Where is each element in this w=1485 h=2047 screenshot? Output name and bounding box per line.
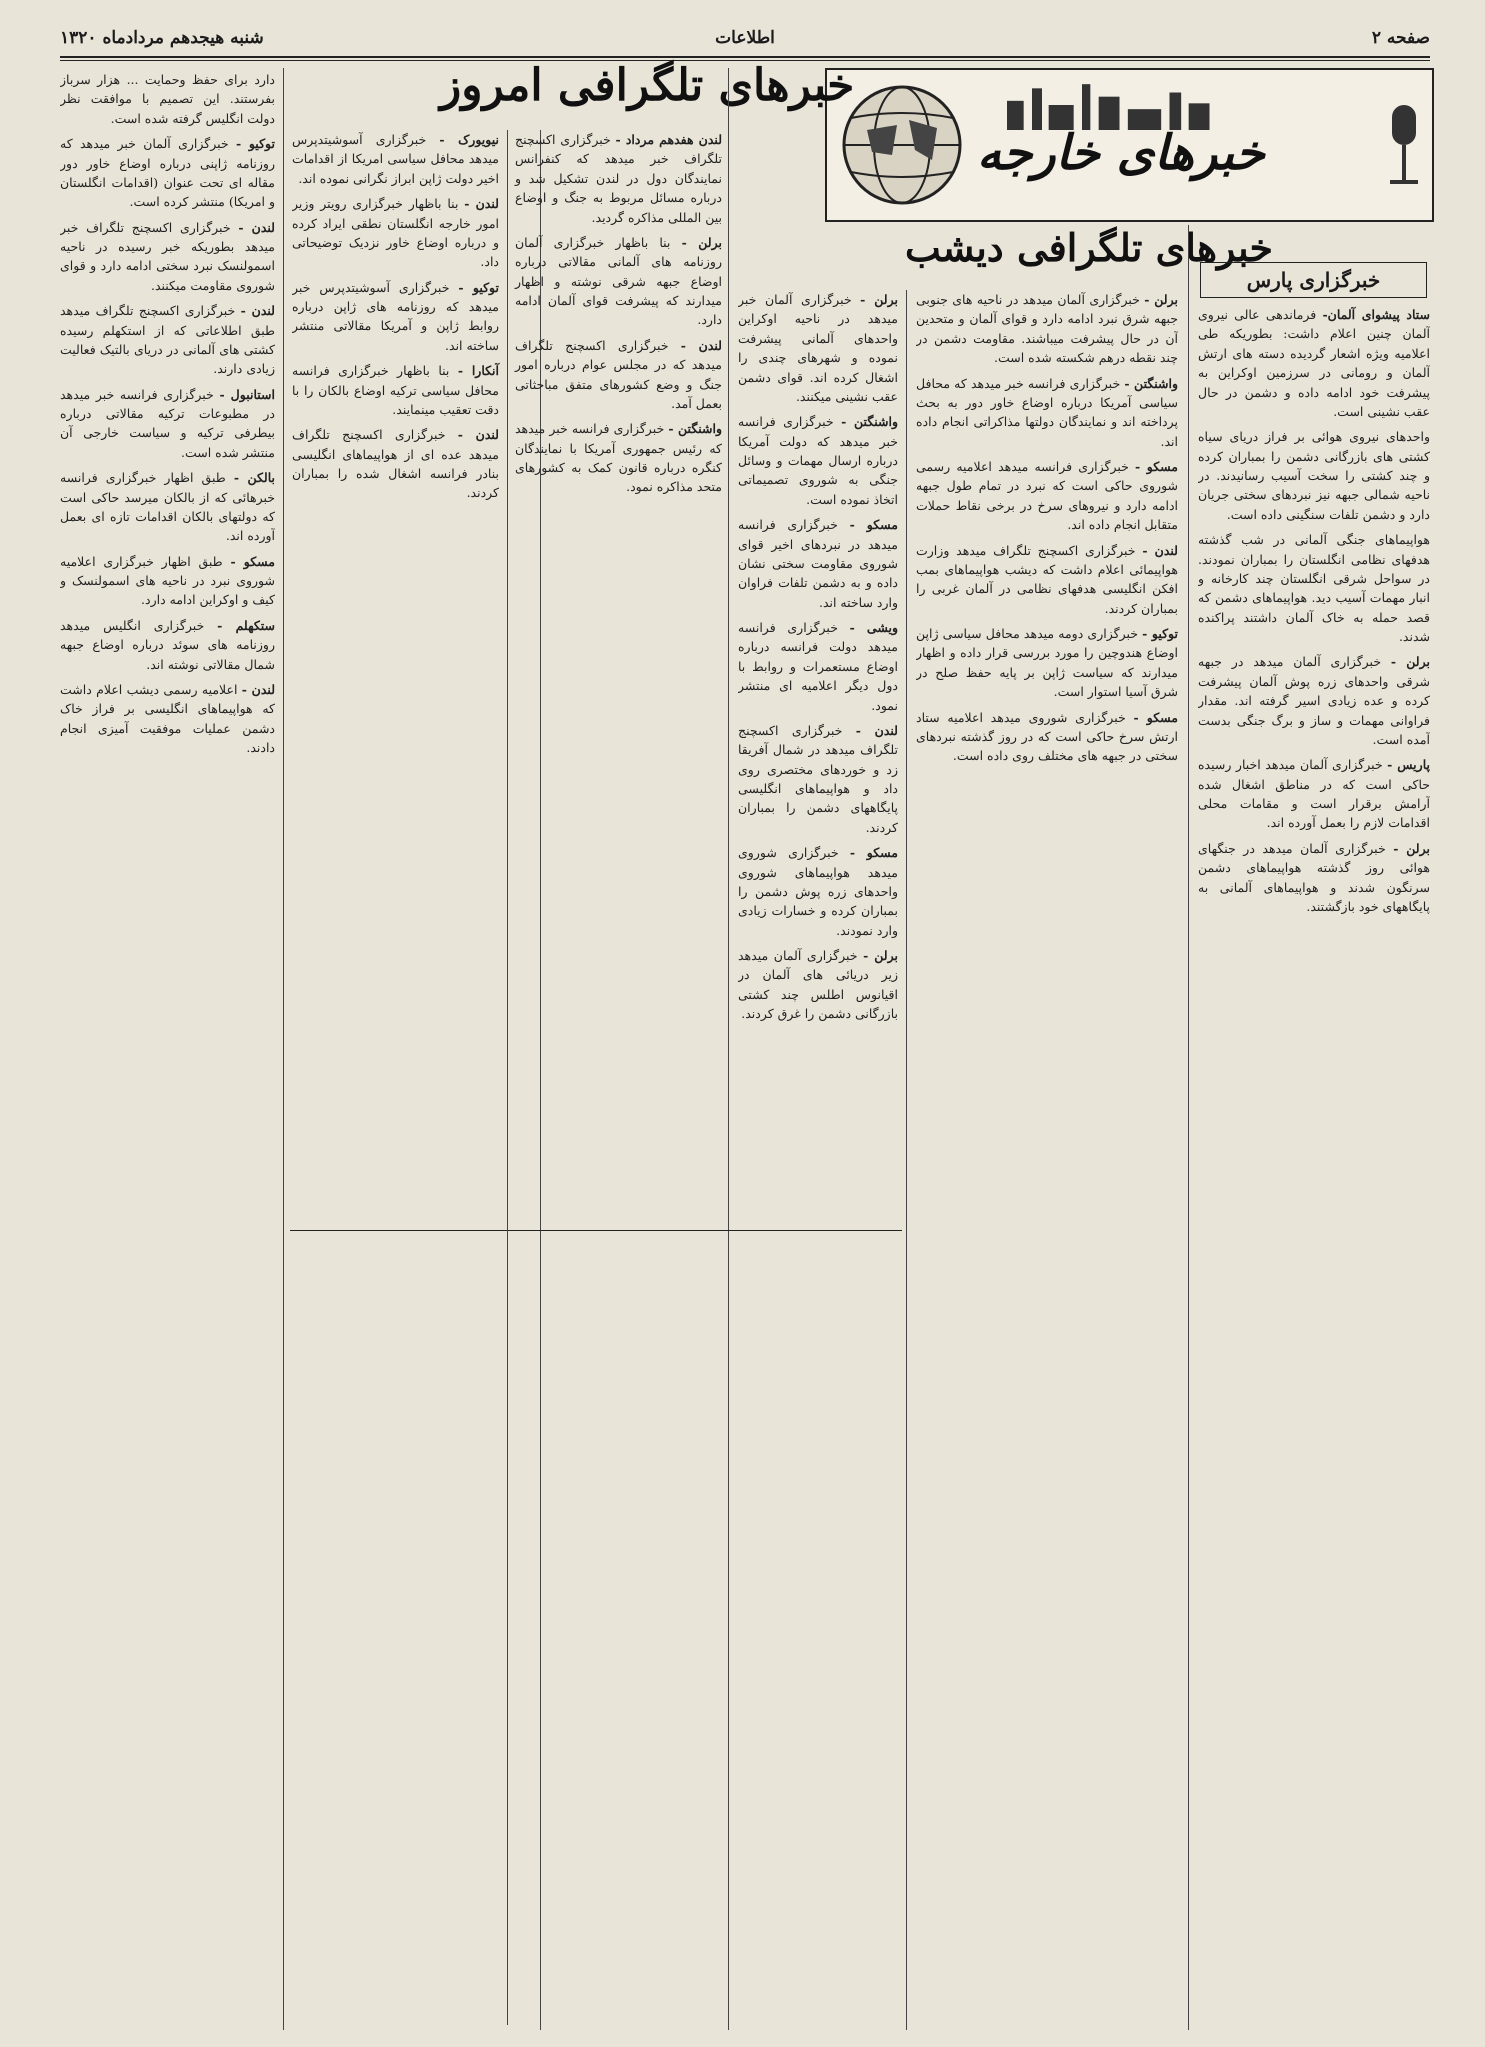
article: لندن - خبرگزاری اکسچنج تلگراف میدهد وزارت هواپیمائی اعلام داشت که دیشب هواپیماهای بمب افکن انگلیسی هدفهای نظامی در آلمان غربی را بمباران کردند.: [916, 542, 1178, 616]
article: ستکهلم - خبرگزاری انگلیس میدهد روزنامه های سوئد درباره اوضاع جبهه شمال مقالاتی نوشته اند.: [60, 617, 275, 672]
column-today: [292, 130, 722, 2025]
globe-icon: [837, 80, 967, 210]
article: لندن - خبرگزاری اکسچنج تلگراف میدهد که در مجلس عوام درباره امور جنگ و وضع کشورهای متفق مباحثاتی بعمل آمد.: [515, 337, 722, 411]
column-yesterday-left: [738, 290, 898, 2025]
skyline-icon: [977, 80, 1237, 130]
article: لندن هفدهم مرداد - خبرگزاری اکسچنج تلگراف خبر میدهد که کنفرانس نمایندگان دول در لندن تشکیل شد و درباره مسائل مربوط به جنگ و اوضاع بین المللی مذاکره گردید.: [515, 132, 722, 225]
headline-pars: خبرگزاری پارس: [1200, 262, 1427, 298]
article: استانبول - خبرگزاری فرانسه خبر میدهد در مطبوعات ترکیه مقالاتی درباره بیطرفی ترکیه و سیاست خارجی آن منتشر شده است.: [60, 386, 275, 460]
column-rule: [906, 290, 907, 2030]
article: لندن - اعلامیه رسمی دیشب اعلام داشت که هواپیماهای انگلیسی بر فراز خاک دشمن عملیات موفقیت آمیزی انجام دادند.: [60, 681, 275, 755]
article: دارد برای حفظ وحمایت ... هزار سرباز بفرستند. این تصمیم با موافقت نظر دولت انگلیس گرفته شده است.: [60, 72, 275, 126]
article: لندن - خبرگزاری اکسچنج تلگراف میدهد عده ای از هواپیماهای انگلیسی بنادر فرانسه اشغال شده را بمباران کردند.: [292, 427, 499, 501]
headline-today: خبرهای تلگرافی امروز: [440, 60, 855, 111]
banner-title: خبرهای خارجه: [977, 125, 1265, 181]
article: واشنگتن - خبرگزاری فرانسه خبر میدهد که دولت آمریکا درباره ارسال مهمات و وسائل جنگی به شوروی تصمیماتی اتخاذ نموده است.: [738, 414, 898, 507]
article: واشنگتن - خبرگزاری فرانسه خبر میدهد که محافل سیاسی آمریکا درباره اوضاع خاور دور به بحث پرداخته اند و نمایندگان دولتها مذاکراتی انجام داده اند.: [916, 375, 1178, 449]
article: آنکارا - بنا باظهار خبرگزاری فرانسه محافل سیاسی ترکیه اوضاع بالکان را با دقت تعقیب مینمایند.: [292, 363, 499, 417]
article: هواپیماهای جنگی آلمانی در شب گذشته هدفهای نظامی انگلستان را بمباران نمودند. در سواحل شرقی انگلستان چند کارخانه و انبار مهمات آسیب دید. هواپیماهای دشمن که قصد حمله به خاک آلمان داشتند پراکنده شدند.: [1198, 532, 1430, 644]
article: برلن - خبرگزاری آلمان میدهد در ناحیه های جنوبی جبهه شرق نبرد ادامه دارد و قوای آلمان و متحدین آن در حال پیشرفت میباشند. مقاومت دشمن در چند نقطه درهم شکسته شده است.: [916, 292, 1178, 366]
article: ستاد پیشوای آلمان- فرماندهی عالی نیروی آلمان چنین اعلام داشت: بطوریکه طی اعلامیه ویژه اشعار گردیده دسته های ارتش آلمان و رومانی در سرزمین اوکراین به پیشرفت خود ادامه داده و دشمن در حال عقب نشینی است.: [1198, 307, 1430, 419]
article: لندن - بنا باظهار خبرگزاری رویتر وزیر امور خارجه انگلستان نطقی ایراد کرده و درباره اوضاع خاور نزدیک توضیحاتی داد.: [292, 196, 499, 270]
article: برلن - بنا باظهار خبرگزاری آلمان روزنامه های آلمانی مقالاتی درباره اوضاع جبهه شرقی نوشته و اظهار میدارند که پیشرفت قوای آلمان ادامه دارد.: [515, 234, 722, 328]
column-pars: [1198, 305, 1430, 2025]
article: مسکو - خبرگزاری شوروی میدهد اعلامیه ستاد ارتش سرخ حاکی است که در روز گذشته نبردهای سختی در جبهه های مختلف روی داده است.: [916, 709, 1178, 764]
article: واحدهای نیروی هوائی بر فراز دریای سیاه کشتی های بازرگانی دشمن را بمباران کرده و چند کشتی را سخت آسیب رسانیدند. در ناحیه شمالی جبهه نیز نبردهای سختی جریان دارد و دشمن تلفات سنگینی داده است.: [1198, 429, 1430, 522]
column-rule: [728, 68, 729, 2030]
article: مسکو - خبرگزاری فرانسه میدهد اعلامیه رسمی شوروی حاکی است که نبرد در تمام طول جبهه ادامه دارد و نیروهای سرخ در برخی نقاط حملات متقابل انجام داده اند.: [916, 459, 1178, 533]
article: مسکو - خبرگزاری شوروی میدهد هواپیماهای شوروی واحدهای زره پوش دشمن را بمباران کرده و خسارات زیادی وارد نمودند.: [738, 845, 898, 938]
column-rule: [283, 68, 284, 2030]
article: برلن - خبرگزاری آلمان میدهد در جنگهای هوائی روز گذشته هواپیماهای دشمن سرنگون شدند و هواپیماهای آلمانی به پایگاههای خود بازگشتند.: [1198, 840, 1430, 914]
headline-yesterday: خبرهای تلگرافی دیشب: [905, 225, 1273, 270]
article: لندن - خبرگزاری اکسچنج تلگراف میدهد طبق اطلاعاتی که از استکهلم رسیده کشتی های آلمانی در دریای بالتیک فعالیت زیادی دارند.: [60, 303, 275, 377]
article: توکیو - خبرگزاری آلمان خبر میدهد که روزنامه ژاپنی درباره اوضاع خاور دور مقاله ای تحت عنوان (اقدامات انگلستان و امریکا) منتشر کرده است.: [60, 136, 275, 210]
column-yesterday-right: [916, 290, 1178, 2025]
article: لندن - خبرگزاری اکسچنج تلگراف خبر میدهد بطوریکه خبر رسیده در ناحیه اسمولنسک نبرد سختی ادامه دارد و قوای شوروی مقاومت میکنند.: [60, 219, 275, 293]
page-number: صفحه ۲: [1371, 28, 1430, 48]
article: نیویورک - خبرگزاری آسوشیتدپرس میدهد محافل سیاسی امریکا از اقدامات اخیر دولت ژاپن ابراز نگرانی نموده اند.: [292, 132, 499, 186]
article: ویشی - خبرگزاری فرانسه میدهد دولت فرانسه درباره اوضاع مستعمرات و روابط با دول دیگر اعلامیه ای منتشر نمود.: [738, 620, 898, 713]
radio-antenna-icon: [1384, 100, 1424, 190]
paper-name: اطلاعات: [715, 28, 775, 48]
top-rule: [60, 56, 1430, 58]
folio-line: [60, 28, 1430, 54]
article: برلن - خبرگزاری آلمان میدهد زیر دریائی های آلمان در اقیانوس اطلس چند کشتی بازرگانی دشمن را غرق کردند.: [738, 948, 898, 1022]
article: برلن - خبرگزاری آلمان میدهد در جبهه شرقی واحدهای زره پوش آلمان پیشرفت کرده و عده زیادی اسیر گرفته اند. مقدار فراوانی مهمات و ساز و برگ جنگی بدست آمده است.: [1198, 654, 1430, 747]
issue-date: شنبه هیجدهم مردادماه ۱۳۲۰: [60, 28, 264, 48]
article: واشنگتن - خبرگزاری فرانسه خبر میدهد که رئیس جمهوری آمریکا با نمایندگان کنگره درباره قانون کمک به کشورهای متحد مذاکره نمود.: [515, 421, 722, 495]
article: توکیو - خبرگزاری دومه میدهد محافل سیاسی ژاپن اوضاع هندوچین را مورد بررسی قرار داده و اظهار میدارند که سیاست ژاپن بر پایه حفظ صلح در شرق آسیا استوار است.: [916, 626, 1178, 700]
column-rule: [1188, 225, 1189, 2030]
foreign-news-banner: [825, 68, 1434, 222]
article: بالکن - طبق اظهار خبرگزاری فرانسه خبرهائی که از بالکان میرسد حاکی است که دولتهای بالکان اقدامات تازه ای بعمل آورده اند.: [60, 470, 275, 544]
article: مسکو - خبرگزاری فرانسه میدهد در نبردهای اخیر قوای شوروی مقاومت سختی نشان داده و به دشمن تلفات فراوان وارد ساخته اند.: [738, 517, 898, 610]
article: لندن - خبرگزاری اکسچنج تلگراف میدهد در شمال آفریقا زد و خوردهای مختصری روی داد و هواپیماهای انگلیسی پایگاههای دشمن را بمباران کردند.: [738, 722, 898, 835]
article: توکیو - خبرگزاری آسوشیتدپرس خبر میدهد که روزنامه های ژاپن درباره روابط ژاپن و آمریکا مقالاتی منتشر ساخته اند.: [292, 279, 499, 353]
article: پاریس - خبرگزاری آلمان میدهد اخبار رسیده حاکی است که در مناطق اشغال شده آرامش برقرار است و مقامات محلی اقدامات لازم را بعمل آورده اند.: [1198, 757, 1430, 831]
article: مسکو - طبق اظهار خبرگزاری اعلامیه شوروی نبرد در ناحیه های اسمولنسک و کیف و اوکراین ادامه دارد.: [60, 553, 275, 608]
column-left: [60, 70, 275, 2025]
article: برلن - خبرگزاری آلمان خبر میدهد در ناحیه اوکراین واحدهای آلمانی پیشرفت نموده و شهرهای چندی را اشغال کرده اند. قوای دشمن عقب نشینی میکنند.: [738, 292, 898, 404]
